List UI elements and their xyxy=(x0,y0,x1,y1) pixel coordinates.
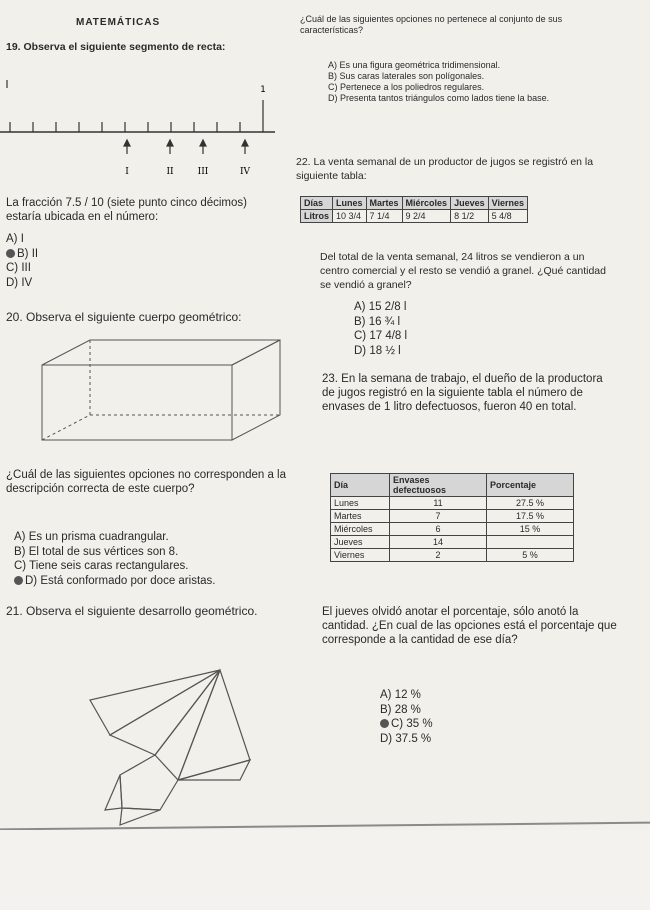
table-cell: 17.5 % xyxy=(487,510,574,523)
table-header-cell: Martes xyxy=(366,197,402,210)
top-right-options xyxy=(328,60,578,104)
sales-table xyxy=(300,196,528,223)
table-header-cell: Lunes xyxy=(333,197,367,210)
table-cell: 7 1/4 xyxy=(366,210,402,223)
table-cell: Viernes xyxy=(331,549,390,562)
option-d[interactable]: D) Presenta tantos triángulos como lados tiene la base. xyxy=(328,93,550,103)
table-cell: 9 2/4 xyxy=(402,210,451,223)
q22-heading: 22. La venta semanal de un productor de jugos se registró en la siguiente tabla: xyxy=(296,156,594,182)
blank-area xyxy=(0,830,650,910)
option-d[interactable]: D) 18 ½ l xyxy=(354,344,401,357)
table-cell: Litros xyxy=(301,210,333,223)
table-header-cell: Porcentaje xyxy=(487,474,574,497)
table-header-cell: Envases defectuosos xyxy=(390,474,487,497)
option-c[interactable]: C) Tiene seis caras rectangulares. xyxy=(14,560,189,572)
option-b[interactable]: B) 16 ¾ l xyxy=(354,315,401,328)
q20-question: ¿Cuál de las siguientes opciones no corresponden a la descripción correcta de este cuerpo? xyxy=(6,469,287,495)
option-d[interactable]: D) 37.5 % xyxy=(380,732,432,745)
table-cell: 7 xyxy=(390,510,487,523)
option-d[interactable]: D) IV xyxy=(6,276,33,289)
defects-table xyxy=(330,473,574,562)
table-header-cell: Jueves xyxy=(451,197,489,210)
table-header-cell: Días xyxy=(301,197,333,210)
table-cell xyxy=(487,536,574,549)
option-b[interactable]: B) 28 % xyxy=(380,703,421,716)
q23-heading: 23. En la semana de trabajo, el dueño de la productora de jugos registró en la siguiente tabla el número de envases de 1 litro defectuosos, fueron 40 en total. xyxy=(322,373,603,413)
option-c[interactable]: C) 17 4/8 l xyxy=(354,330,408,342)
table-cell: 5 4/8 xyxy=(488,210,527,223)
q21-heading: 21. Observa el siguiente desarrollo geométrico. xyxy=(6,604,258,618)
table-header-cell: Día xyxy=(331,474,390,497)
option-a[interactable]: A) 12 % xyxy=(380,689,421,701)
option-b-label: B) II xyxy=(17,247,39,260)
table-cell: 2 xyxy=(390,549,487,562)
option-c-label: C) 35 % xyxy=(391,718,433,730)
q19-options xyxy=(6,232,38,290)
option-b[interactable]: B) Sus caras laterales son polígonales. xyxy=(328,71,485,81)
arrow-label: III xyxy=(197,167,209,177)
option-a[interactable]: A) Es una figura geométrica tridimensional. xyxy=(328,60,501,70)
arrow-label: I xyxy=(125,167,129,177)
table-cell: Martes xyxy=(331,510,390,523)
prism-figure xyxy=(40,335,290,450)
number-line-figure xyxy=(0,80,290,190)
arrow-label: II xyxy=(166,167,174,177)
option-a[interactable]: A) 15 2/8 l xyxy=(354,301,407,313)
option-b[interactable]: B) El total de sus vértices son 8. xyxy=(14,545,179,558)
table-cell: 14 xyxy=(390,536,487,549)
table-cell: 5 % xyxy=(487,549,574,562)
q19-text: La fracción 7.5 / 10 (siete punto cinco décimos) estaría ubicada en el número: xyxy=(6,197,247,223)
q23-options xyxy=(380,688,433,746)
table-cell: 15 % xyxy=(487,523,574,536)
option-c[interactable] xyxy=(380,717,433,732)
table-header-cell: Miércoles xyxy=(402,197,451,210)
tick-label-one: 1 xyxy=(260,85,266,95)
option-d[interactable] xyxy=(14,574,215,589)
q20-heading: 20. Observa el siguiente cuerpo geométrico: xyxy=(6,310,242,324)
top-right-question: ¿Cuál de las siguientes opciones no pertenece al conjunto de sus características? xyxy=(300,14,563,35)
q20-options xyxy=(14,530,215,588)
arrow-label: IV xyxy=(239,167,251,177)
page-title: MATEMÁTICAS xyxy=(76,17,161,28)
table-cell: Lunes xyxy=(331,497,390,510)
filled-bubble-icon xyxy=(14,576,23,585)
pyramid-net-figure xyxy=(80,660,320,830)
option-b[interactable] xyxy=(6,247,38,262)
table-cell: 10 3/4 xyxy=(333,210,367,223)
table-cell: 27.5 % xyxy=(487,497,574,510)
q22-options xyxy=(354,300,407,358)
table-header-cell: Viernes xyxy=(488,197,527,210)
option-a[interactable]: A) I xyxy=(6,233,24,245)
option-c[interactable]: C) III xyxy=(6,262,31,274)
q23-text: El jueves olvidó anotar el porcentaje, sólo anotó la cantidad. ¿En cual de las opciones está el porcentaje que corresponde a la cantidad de ese día? xyxy=(322,606,617,646)
table-cell: 8 1/2 xyxy=(451,210,489,223)
table-cell: Jueves xyxy=(331,536,390,549)
option-c[interactable]: C) Pertenece a los poliedros regulares. xyxy=(328,82,485,92)
table-cell: 6 xyxy=(390,523,487,536)
option-a[interactable]: A) Es un prisma cuadrangular. xyxy=(14,531,169,543)
option-d-label: D) Está conformado por doce aristas. xyxy=(25,574,216,587)
q22-text: Del total de la venta semanal, 24 litros se vendieron a un centro comercial y el resto se vendió a granel. ¿Qué cantidad se vendió a granel? xyxy=(320,251,606,291)
table-cell: Miércoles xyxy=(331,523,390,536)
q19-heading: 19. Observa el siguiente segmento de recta: xyxy=(6,41,226,53)
table-cell: 11 xyxy=(390,497,487,510)
filled-bubble-icon xyxy=(380,719,389,728)
filled-bubble-icon xyxy=(6,249,15,258)
